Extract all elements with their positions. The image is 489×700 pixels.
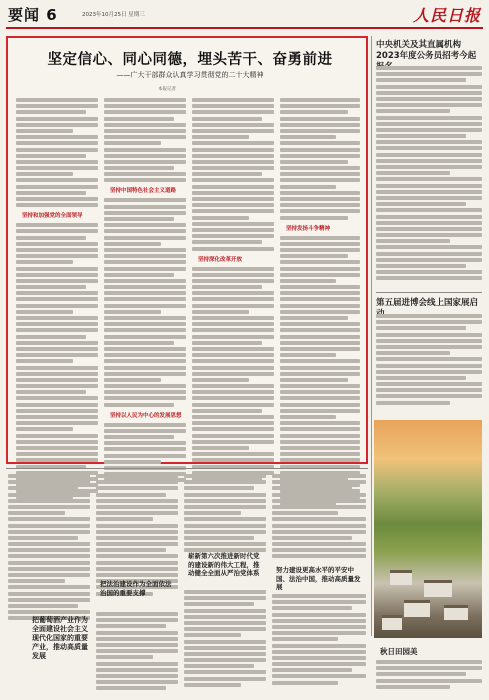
article-column-4	[280, 98, 360, 508]
sidebar-story-2-body	[376, 314, 482, 407]
subhead-5: 坚持发扬斗争精神	[286, 225, 331, 232]
lower-column-1	[8, 474, 90, 623]
sidebar-headline-2[interactable]: 第五届进博会线上国家展启	[376, 298, 479, 308]
masthead-rule	[6, 27, 483, 29]
lower-headline-d[interactable]: 努力建设更高水平的平安中国、法治中国，推动高质量发展	[276, 566, 361, 591]
lower-column-3b	[184, 590, 266, 689]
byline: 本报记者	[158, 87, 176, 92]
subhead-2: 坚持中国特色社会主义道路	[110, 188, 177, 195]
lower-section-rule	[6, 468, 368, 469]
lower-headline-a[interactable]: 把葡萄酒产业作为全面建设社会主义现代化国家的重要产业，推动高质量发展	[32, 616, 88, 660]
lead-headline: 坚定信心、同心同德，埋头苦干、奋勇前进	[47, 52, 333, 68]
subhead-1: 坚持和加强党的全面领导	[22, 213, 83, 220]
lower-column-4	[272, 474, 366, 561]
sidebar-story-1-body	[376, 66, 482, 283]
lower-column-2b	[96, 612, 178, 692]
section-label: 要闻 6	[8, 6, 58, 24]
lower-column-3	[184, 474, 266, 554]
article-column-1	[16, 98, 98, 502]
subhead-4: 坚持以人民为中心的发展思想	[110, 412, 182, 419]
lead-subheadline: ——广大干部群众认真学习贯彻党的二十大精神	[116, 71, 264, 79]
article-column-3	[192, 98, 274, 483]
article-column-2	[104, 98, 186, 485]
sidebar-separator	[376, 292, 482, 293]
sidebar-divider	[371, 36, 372, 636]
lead-article[interactable]	[6, 36, 368, 464]
masthead	[0, 0, 489, 26]
lower-column-4b	[272, 594, 366, 687]
subhead-3: 坚持深化改革开放	[198, 256, 243, 263]
newspaper-logo: 人民日报	[412, 6, 481, 25]
sidebar-headline-1[interactable]: 中央机关及其直属机构2023年度公务员招考今起	[376, 40, 477, 61]
lower-headline-c[interactable]: 崭新第六次推进新时代党的建设新的伟大工程，推动健全全面从严治党体系	[188, 552, 260, 577]
autumn-village-photo[interactable]	[374, 420, 482, 638]
photo-caption-body	[376, 660, 482, 691]
photo-caption: 秋日田园美	[380, 647, 418, 656]
lower-headline-b[interactable]: 把法治建设作为全面依法治国的重要支撑	[100, 580, 172, 597]
issue-date: 2023年10月25日 星期三	[82, 12, 145, 18]
